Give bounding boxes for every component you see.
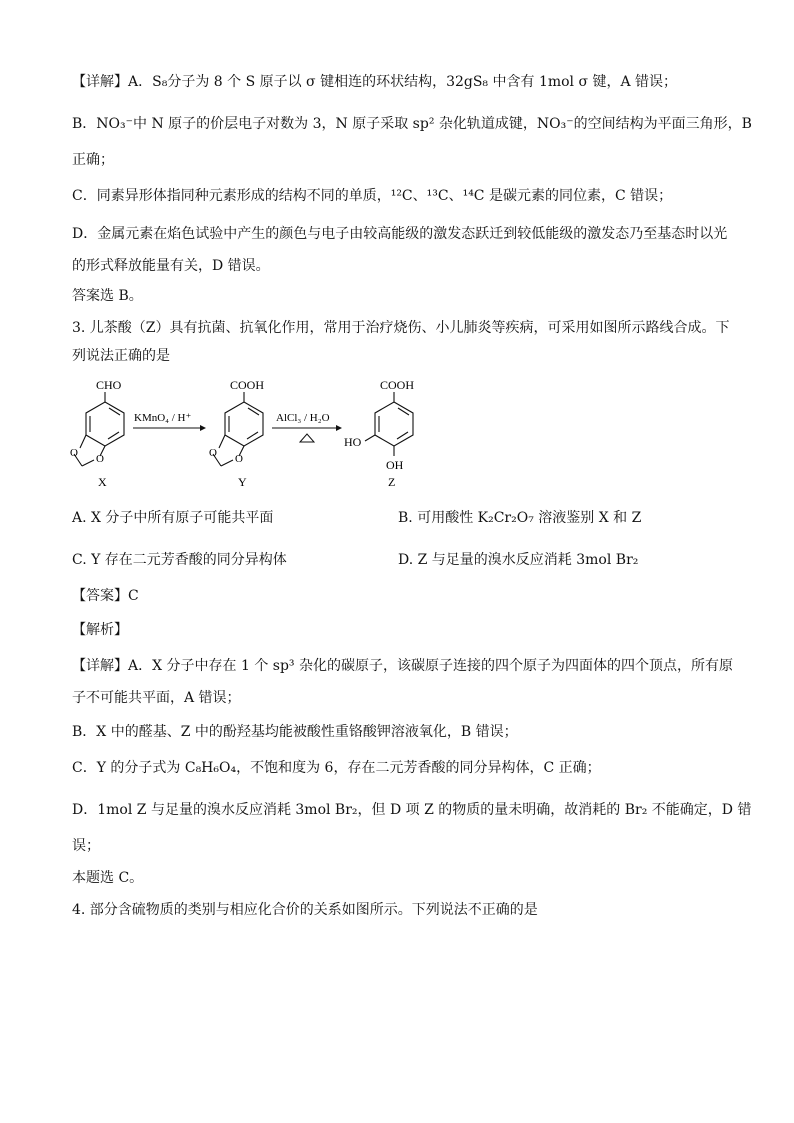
detail-q3-line-7: 本题选 C。 [72, 870, 144, 886]
reagent-2: AlCl₃ / H₂O [276, 412, 330, 424]
option-a: A. X 分子中所有原子可能共平面 [72, 510, 274, 526]
molecule-z [365, 392, 413, 456]
z-cooh-label: COOH [380, 378, 415, 392]
detail-q3-line-1: 【详解】A．X 分子中存在 1 个 sp³ 杂化的碳原子，该碳原子连接的四个原子为四面体的四个顶点，所有原 [72, 658, 733, 674]
answer-line-q2: 答案选 B。 [72, 288, 143, 304]
question-3-stem-cont: 列说法正确的是 [72, 348, 170, 364]
heat-triangle-icon [300, 434, 314, 442]
x-o-label-2: O [96, 453, 104, 465]
detail-line-d-cont: 的形式释放能量有关，D 错误。 [72, 258, 270, 274]
x-label: X [98, 475, 107, 489]
y-cooh-label: COOH [230, 378, 265, 392]
detail-q3-line-3: B．X 中的醛基、Z 中的酚羟基均能被酸性重铬酸钾溶液氧化，B 错误； [72, 724, 518, 740]
z-oh-label: OH [386, 458, 404, 472]
detail-q3-line-4: C．Y 的分子式为 C₈H₆O₄，不饱和度为 6，存在二元芳香酸的同分异构体，C 正确； [72, 760, 601, 776]
reagent-1: KMnO₄ / H⁺ [134, 412, 192, 424]
detail-line-b-cont: 正确； [72, 152, 114, 168]
detail-line-c: C．同素异形体指同种元素形成的结构不同的单质，¹²C、¹³C、¹⁴C 是碳元素的同位素，C 错误； [72, 188, 673, 204]
question-3-stem: 3. 儿茶酸（Z）具有抗菌、抗氧化作用，常用于治疗烧伤、小儿肺炎等疾病，可采用如图所示路线合成。下 [72, 320, 730, 336]
question-4-stem: 4. 部分含硫物质的类别与相应化合价的关系如图所示。下列说法不正确的是 [72, 902, 538, 918]
z-ho-label: HO [344, 435, 362, 449]
z-label: Z [388, 475, 396, 489]
x-cho-label: CHO [96, 378, 122, 392]
detail-line-b: B．NO₃⁻中 N 原子的价层电子对数为 3，N 原子采取 sp² 杂化轨道成键，NO₃⁻的空间结构为平面三角形，B [72, 116, 752, 132]
detail-line-d: D．金属元素在焰色试验中产生的颜色与电子由较高能级的激发态跃迁到较低能级的激发态乃至基态时以光 [72, 226, 728, 242]
option-b: B. 可用酸性 K₂Cr₂O₇ 溶液鉴别 X 和 Z [398, 510, 642, 526]
detail-line-a: 【详解】A．S₈分子为 8 个 S 原子以 σ 键相连的环状结构，32gS₈ 中含有 1mol σ 键，A 错误； [72, 74, 678, 90]
y-o-label-1: O [209, 447, 217, 459]
y-o-label-2: O [235, 453, 243, 465]
answer-value: C [128, 588, 139, 604]
detail-q3-line-6: 误； [72, 838, 100, 854]
synthesis-scheme [60, 372, 440, 492]
option-d: D. Z 与足量的溴水反应消耗 3mol Br₂ [398, 552, 639, 568]
detail-q3-line-2: 子不可能共平面，A 错误； [72, 690, 241, 706]
detail-q3-line-5: D．1mol Z 与足量的溴水反应消耗 3mol Br₂，但 D 项 Z 的物质的量未明确，故消耗的 Br₂ 不能确定，D 错 [72, 802, 752, 818]
answer-q3 [72, 586, 139, 606]
option-c: C. Y 存在二元芳香酸的同分异构体 [72, 552, 287, 568]
y-label: Y [238, 475, 247, 489]
answer-label: 【答案】 [72, 588, 128, 604]
x-o-label-1: O [70, 447, 78, 459]
analysis-label: 【解析】 [72, 622, 128, 638]
